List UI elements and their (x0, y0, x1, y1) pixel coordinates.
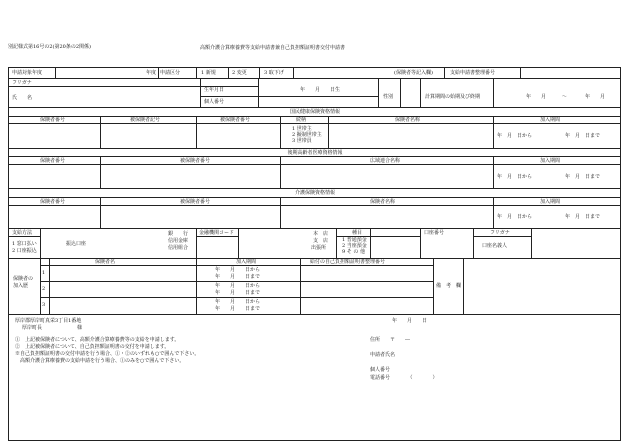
kokuho-relation-h: 続柄 (296, 117, 307, 123)
note-line-1: ① 上記被保険者について、高額介護合算療養費等の支給を申請します。 (15, 337, 180, 343)
kouki-period-to: 年 月 日まで (565, 174, 601, 180)
applicant-name-label: 申請者氏名 (370, 352, 396, 358)
remarks-label: 備 考 欄 (436, 283, 462, 289)
pay-method-counter[interactable]: 1 窓口払い (12, 241, 37, 247)
other-row-to: 年 月 日まで (215, 290, 261, 296)
transfer-account-label: 振込口座 (66, 241, 87, 247)
relation-3[interactable]: 3 世帯員 (292, 138, 312, 144)
kokuho-period-to: 年 月 日まで (565, 133, 601, 139)
app-type-new[interactable]: 1 新規 (201, 70, 216, 76)
shinkin-label: 信用金庫 (168, 238, 189, 244)
kokuho-insured-no-h: 被保険者番号 (220, 117, 251, 123)
applicant-tel-label: 電話番号 （ ） (370, 375, 438, 381)
other-insurer-side: 保険者の加入歴 (13, 276, 34, 289)
relation-1[interactable]: 1 世帯主 (292, 126, 312, 132)
other-insurer-period-h: 加入期間 (236, 259, 257, 265)
account-type-futsu[interactable]: 1 普通預金 (342, 237, 367, 243)
kokuho-period-h: 加入期間 (540, 117, 561, 123)
period-to: 年 月 (585, 94, 606, 100)
account-holder-label: 口座名義人 (482, 243, 508, 249)
honten-label: 本 店 (313, 231, 329, 237)
form-title: 高額介護合算療養費等支給申請書兼自己負担額証明書交付申請書 (200, 45, 346, 51)
kouki-period-from: 年 月 日から (497, 174, 533, 180)
kouki-insurer-no-h: 保険者番号 (40, 158, 66, 164)
period-label: 計算期間の始期及び終期 (425, 94, 481, 100)
kouki-insured-no-h: 被保険者番号 (180, 158, 211, 164)
furigana-label: フリガナ (12, 80, 32, 86)
relation-2[interactable]: 2 擬制世帯主 (292, 132, 322, 138)
app-type-change[interactable]: 2 変更 (232, 70, 247, 76)
kaigo-section: 介護保険資格情報 (294, 190, 335, 196)
applicant-address-label: 住所 〒 ― (370, 337, 411, 343)
pay-method-transfer[interactable]: 2 口座振込 (12, 248, 37, 254)
other-insurer-cert-h: 給付の自己負担額証明書整理番号 (310, 259, 386, 265)
birth-label: 生年月日 (204, 87, 225, 93)
note-line-3: ※自己負担額証明書の交付申請を行う場合、①・②のいずれも○で囲んで下さい。 (15, 351, 200, 357)
kokuho-insurer-no-h: 保険者番号 (40, 117, 66, 123)
kokuho-section: 国民健康保険資格情報 (289, 109, 340, 115)
pay-method-label: 支給方法 (12, 230, 33, 236)
nendo-label: 年度 (146, 70, 157, 76)
other-insurer-name-h: 保険者名 (95, 259, 116, 265)
kokuho-insurer-name-h: 保険者名称 (395, 117, 421, 123)
bank-label: 銀 行 (168, 231, 189, 237)
mayor-name: 厚岸町長 様 (22, 325, 83, 331)
kumiai-label: 信用組合 (168, 245, 189, 251)
period-from: 年 月 (526, 94, 547, 100)
account-no-label: 口座番号 (424, 230, 445, 236)
other-row-no: 3 (42, 302, 46, 308)
birth-value: 年 月 日生 (300, 87, 341, 93)
kaigo-period-to: 年 月 日まで (565, 214, 601, 220)
kouki-section: 後期高齢者医療資格情報 (287, 150, 343, 156)
name-label: 氏 名 (12, 95, 33, 101)
support-no-label: 支給申請書整理番号 (450, 70, 496, 76)
app-type-label: 申請区分 (160, 70, 181, 76)
form-number: 別記様式第16号の2(第20条の2関係) (8, 44, 91, 50)
shiten-label: 支 店 (313, 238, 329, 244)
other-row-from: 年 月 日から (215, 267, 261, 273)
personal-no-label: 個人番号 (204, 99, 225, 105)
kaigo-insurer-name-h: 保険者名称 (370, 199, 396, 205)
kaigo-insurer-no-h: 保険者番号 (40, 199, 66, 205)
kaigo-period-from: 年 月 日から (497, 214, 533, 220)
insurer-entry-label: (保険者等記入欄) (394, 70, 433, 76)
holder-furigana-label: フリガナ (490, 230, 510, 236)
app-year-label: 申請対象年度 (12, 70, 43, 76)
kokuho-period-from: 年 月 日から (497, 133, 533, 139)
account-type-other[interactable]: 9 そ の 他 (342, 249, 365, 255)
other-row-no: 2 (42, 286, 46, 292)
kaigo-insured-no-h: 被保険者番号 (180, 199, 211, 205)
application-date: 年 月 日 (392, 318, 428, 324)
note-line-2: ② 上記被保険者について、自己負担額証明書の交付を申請します。 (15, 344, 170, 350)
kouki-union-name-h: 広域連合名称 (370, 158, 401, 164)
kokuho-insured-sign-h: 被保険者記号 (130, 117, 161, 123)
mayor-address: 厚岸郡厚岸町真栄3丁目1番地 (15, 318, 82, 324)
kouki-period-h: 加入期間 (540, 158, 561, 164)
other-row-to: 年 月 日まで (215, 306, 261, 312)
period-tilde: ～ (562, 94, 568, 100)
kaigo-period-h: 加入期間 (540, 199, 561, 205)
other-row-from: 年 月 日から (215, 299, 261, 305)
app-type-withdraw[interactable]: 3 取下げ (264, 70, 284, 76)
other-row-to: 年 月 日まで (215, 274, 261, 280)
bank-code-label: 金融機関コード (199, 230, 235, 236)
shucchosho-label: 出張所 (311, 245, 327, 251)
other-row-from: 年 月 日から (215, 283, 261, 289)
account-type-label: 種目 (352, 230, 363, 236)
applicant-personal-no-label: 個人番号 (370, 367, 391, 373)
other-row-no: 1 (42, 270, 46, 276)
note-line-4: 高額介護合算療養費の支給申請を行う場合、①のみを○で囲んで下さい。 (15, 358, 185, 364)
account-type-toza[interactable]: 2 当座預金 (342, 243, 367, 249)
sex-label: 性別 (383, 94, 394, 100)
